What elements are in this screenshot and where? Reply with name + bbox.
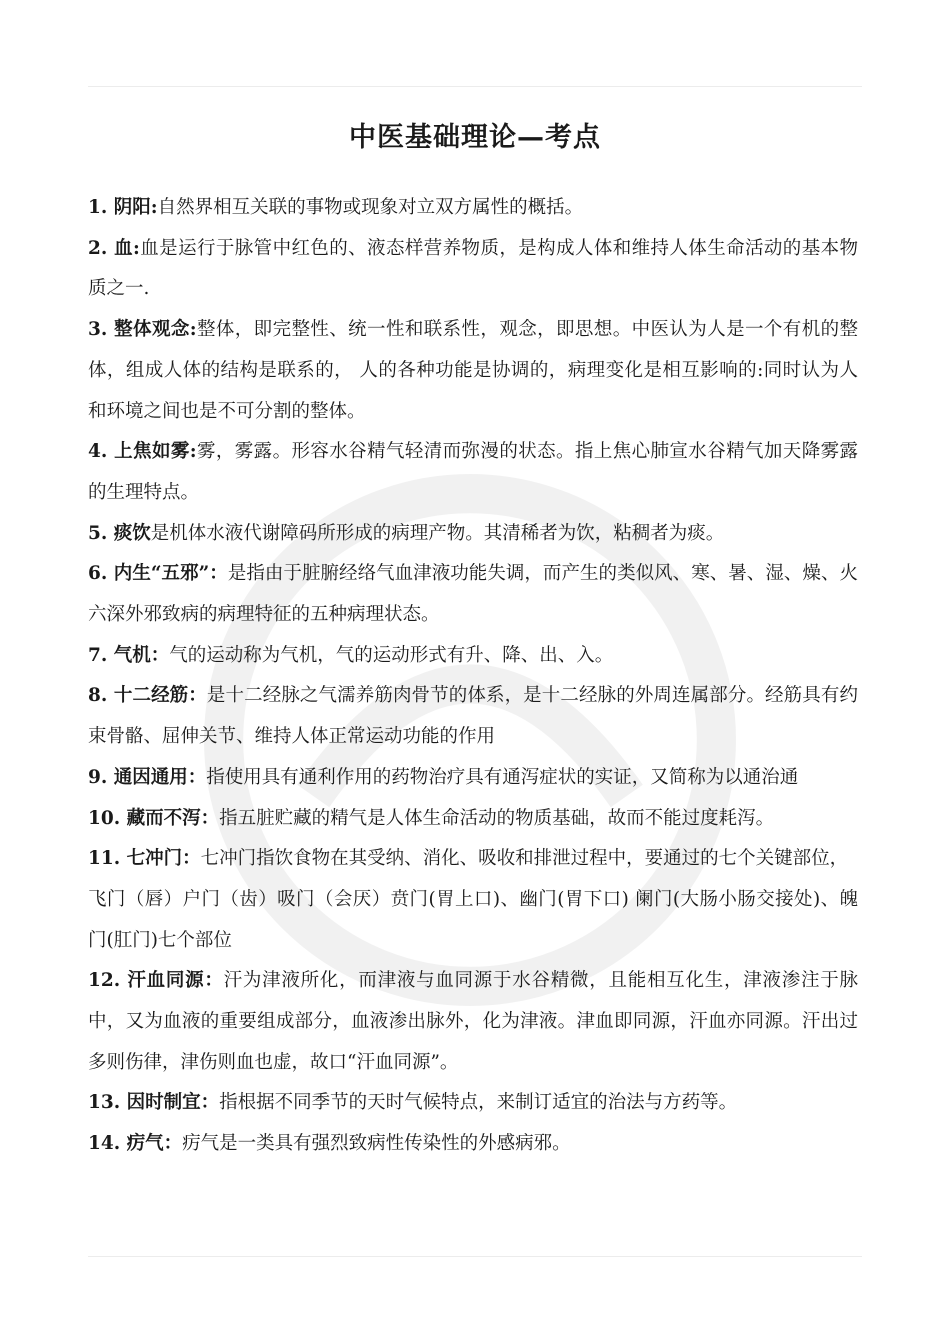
list-item: [88, 1083, 858, 1124]
definition-text: 是机体水液代谢障码所形成的病理产物。其清稀者为饮，粘稠者为痰。: [150, 522, 725, 544]
definition-text: 七冲门指饮食物在其受纳、消化、吸收和排泄过程中，要通过的七个关键部位，: [200, 848, 849, 870]
term-label: 6. 内生“五邪”：: [88, 563, 228, 585]
definition-text: 疠气是一类具有强烈致病性传染性的外感病邪。: [182, 1133, 571, 1155]
definition-text: 汗为津液所化，而津液与血同源于水谷精微，且能相互化生，津液渗注于脉中，又为血液的重要组成部分，血液渗出脉外，化为津液。津血即同源，汗血亦同源。汗出过多则伤律，津伤则血也虚，故口“汗血同源”。: [88, 970, 858, 1073]
definition-text: 气的运动称为气机，气的运动形式有升、降、出、入。: [169, 644, 614, 666]
list-item: [88, 636, 858, 677]
list-item: [88, 1124, 858, 1165]
list-item: [88, 432, 858, 513]
list-item: [88, 514, 858, 555]
list-item: [88, 758, 858, 799]
list-item: [88, 188, 858, 229]
definition-text: 血是运行于脉管中红色的、液态样营养物质，是构成人体和维持人体生命活动的基本物质之一.: [88, 237, 858, 300]
bottom-divider: [88, 1256, 862, 1257]
page-title: 中医基础理论—考点: [349, 122, 601, 153]
term-label: 2. 血:: [88, 237, 140, 259]
definition-text: 雾，雾露。形容水谷精气轻清而弥漫的状态。指上焦心肺宣水谷精气加天降雾露的生理特点。: [88, 441, 858, 503]
term-label: 7. 气机：: [88, 644, 170, 666]
definition-text: 是指由于脏腑经络气血津液功能失调，而产生的类似风、寒、暑、湿、燥、火六深外邪致病的病理特征的五种病理状态。: [88, 563, 858, 626]
list-item: [88, 961, 858, 1083]
list-item-continuation: [88, 880, 858, 961]
list-item: [88, 839, 858, 880]
term-label: 12. 汗血同源：: [88, 970, 224, 992]
list-item: [88, 676, 858, 757]
list-item: [88, 229, 858, 310]
term-label: 8. 十二经筋：: [88, 685, 207, 707]
definition-text: 自然界相互关联的事物或现象对立双方属性的概括。: [157, 197, 584, 218]
term-label: 14. 疠气：: [88, 1133, 183, 1155]
term-label: 5. 痰饮: [88, 522, 151, 544]
term-label: 11. 七冲门：: [88, 848, 201, 870]
term-label: 9. 通因通用：: [88, 766, 207, 788]
definition-text: 整体，即完整性、统一性和联系性，观念，即思想。中医认为人是一个有机的整体，组成人体的结构是联系的， 人的各种功能是协调的，病理变化是相互影响的:同时认为人和环境之间也是不可分割的整体。: [88, 319, 858, 422]
definition-text: 指根据不同季节的天时气候特点，来制订适宜的治法与方药等。: [219, 1092, 738, 1114]
term-label: 10. 藏而不泻：: [88, 807, 220, 829]
document-body: [88, 188, 858, 1165]
definition-text: 指使用具有通利作用的药物治疗具有通泻症状的实证，又简称为以通治通: [206, 766, 799, 788]
list-item: [88, 799, 858, 840]
term-label: 1. 阴阳:: [88, 197, 158, 218]
term-label: 4. 上焦如雾:: [88, 441, 197, 463]
term-label: 3. 整体观念:: [88, 319, 197, 341]
top-divider: [88, 86, 862, 87]
definition-text: 是十二经脉之气濡养筋肉骨节的体系，是十二经脉的外周连属部分。经筋具有约束骨骼、屈伸关节、维持人体正常运动功能的作用: [88, 685, 858, 748]
list-item: [88, 554, 858, 635]
term-label: 13. 因时制宜：: [88, 1092, 220, 1114]
list-item: [88, 310, 858, 432]
definition-text: 飞门（唇）户门（齿）吸门（会厌）贲门(胃上口)、幽门(胃下口) 阑门(大肠小肠交接处)、魄门(肛门)七个部位: [88, 888, 858, 951]
definition-text: 指五脏贮藏的精气是人体生命活动的物质基础，故而不能过度耗泻。: [219, 807, 775, 829]
